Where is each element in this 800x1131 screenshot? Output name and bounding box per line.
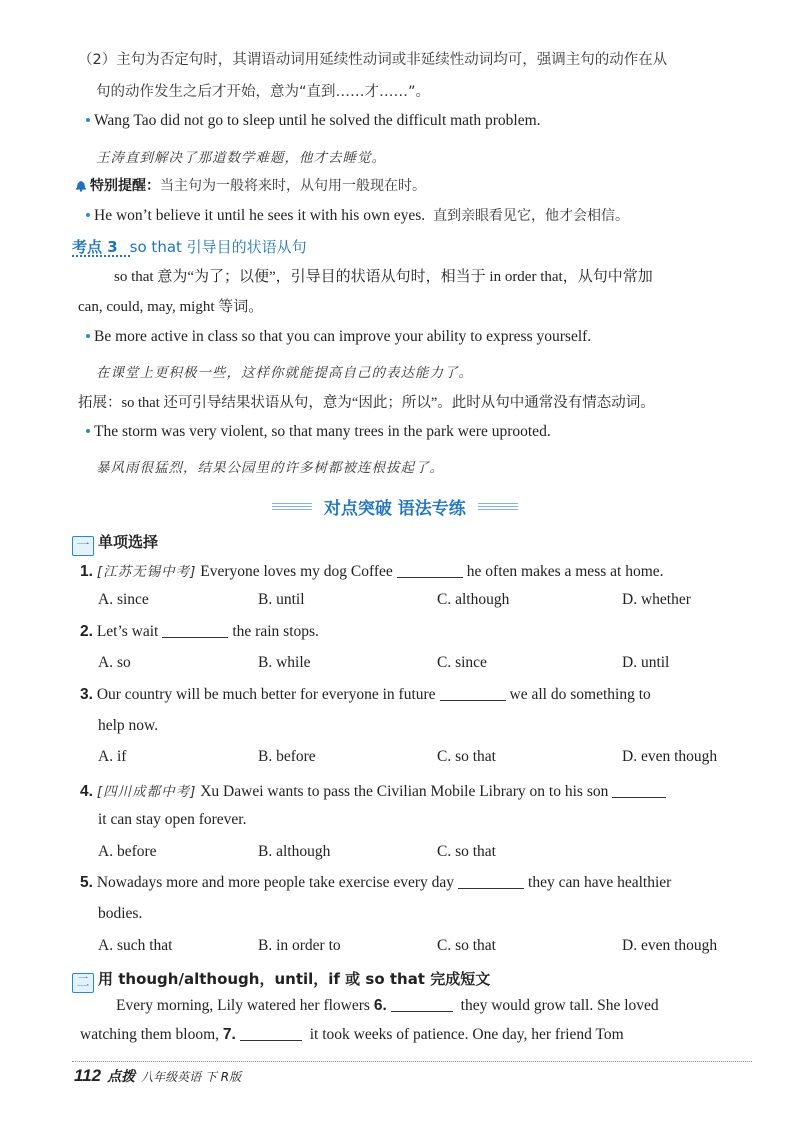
q3-option-a[interactable]: A. if xyxy=(98,748,127,765)
q4-option-b[interactable]: B. although xyxy=(258,843,331,860)
question-1 xyxy=(80,560,664,581)
footer-subtitle: 八年级英语 下 R版 xyxy=(141,1070,242,1084)
example4 xyxy=(86,423,551,441)
passage-line1-post: they would grow tall. She loved xyxy=(460,997,659,1014)
q3-number: 3. xyxy=(80,686,93,703)
q1-option-c[interactable]: C. although xyxy=(437,591,510,608)
q1-stem-pre: Everyone loves my dog Coffee xyxy=(200,563,393,580)
kaodian-title: so that 引导目的状语从句 xyxy=(129,238,307,256)
q5-option-b[interactable]: B. in order to xyxy=(258,937,341,954)
example4-cn: 暴风雨很猛烈，结果公园里的许多树都被连根拔起了。 xyxy=(96,460,444,476)
q3-stem-pre: Our country will be much better for everyone in future xyxy=(96,686,436,703)
bullet-icon xyxy=(86,213,90,217)
part1-number: 一 xyxy=(72,536,94,556)
q3-option-b[interactable]: B. before xyxy=(258,748,316,765)
q5-number: 5. xyxy=(80,874,93,891)
section-title: 对点突破 语法专练 xyxy=(323,499,466,519)
q2-blank[interactable] xyxy=(162,623,228,638)
blank-6[interactable] xyxy=(391,997,453,1012)
q3-stem-post: we all do something to xyxy=(509,686,651,703)
question-5 xyxy=(80,874,671,892)
section-title-bar xyxy=(272,494,518,519)
part1-title: 单项选择 xyxy=(98,533,159,551)
q5-option-d[interactable]: D. even though xyxy=(622,937,718,954)
example3-en: Be more active in class so that you can improve your ability to express yourself. xyxy=(94,328,592,345)
q4-number: 4. xyxy=(80,783,93,800)
q1-blank[interactable] xyxy=(397,563,463,578)
passage-line1-pre: Every morning, Lily watered her flowers xyxy=(116,997,370,1014)
q2-number: 2. xyxy=(80,623,93,640)
kaodian-heading xyxy=(72,236,307,257)
q5-blank[interactable] xyxy=(458,874,524,889)
example2-cn: 直到亲眼看见它，他才会相信。 xyxy=(433,208,630,224)
q2-option-b[interactable]: B. while xyxy=(258,654,311,671)
bullet-icon xyxy=(86,118,90,122)
page-footer xyxy=(74,1066,241,1086)
q3-option-c[interactable]: C. so that xyxy=(437,748,496,765)
blank-7[interactable] xyxy=(240,1026,302,1041)
tip-label: 特别提醒： xyxy=(90,178,160,194)
bell-icon xyxy=(74,178,88,192)
q1-number: 1. xyxy=(80,563,93,580)
q4-blank[interactable] xyxy=(612,783,666,798)
q3-stem-cont: help now. xyxy=(98,717,159,734)
passage-line2 xyxy=(80,1026,624,1044)
q1-option-b[interactable]: B. until xyxy=(258,591,305,608)
blank7-number: 7. xyxy=(222,1026,236,1043)
passage-line1 xyxy=(116,997,659,1015)
q4-stem-cont: it can stay open forever. xyxy=(98,811,247,828)
example2 xyxy=(86,205,629,225)
q3-blank[interactable] xyxy=(440,686,506,701)
question-2 xyxy=(80,623,319,641)
point2-line2: 句的动作发生之后才开始，意为“直到……才……”。 xyxy=(96,84,431,100)
part2-number: 二 xyxy=(72,973,94,993)
page-number: 112 xyxy=(74,1066,102,1085)
special-tip xyxy=(74,175,426,195)
q5-option-a[interactable]: A. such that xyxy=(98,937,173,954)
q2-option-a[interactable]: A. so xyxy=(98,654,131,671)
q2-option-c[interactable]: C. since xyxy=(437,654,487,671)
q4-option-a[interactable]: A. before xyxy=(98,843,157,860)
bullet-icon xyxy=(86,334,90,338)
q5-stem-post: they can have healthier xyxy=(528,874,672,891)
part2-title: 用 though/although，until，if 或 so that 完成短文 xyxy=(98,970,491,988)
question-3 xyxy=(80,686,651,704)
extend-line: 拓展：so that 还可引导结果状语从句，意为“因此；所以”。此时从句中通常没有情态动词。 xyxy=(78,395,655,411)
q2-stem-post: the rain stops. xyxy=(232,623,319,640)
kaodian-line2: can, could, may, might 等词。 xyxy=(78,299,264,315)
kaodian-line1: so that 意为“为了；以便”，引导目的状语从句时，相当于 in order that，从句中常加 xyxy=(114,269,653,285)
q2-stem-pre: Let’s wait xyxy=(96,623,159,640)
part1-heading xyxy=(72,531,158,556)
brand-logo: 点拨 xyxy=(107,1069,136,1085)
example1 xyxy=(86,112,541,130)
example3 xyxy=(86,328,591,346)
q4-stem-pre: Xu Dawei wants to pass the Civilian Mobile Library on to his son xyxy=(200,783,609,800)
q5-stem-cont: bodies. xyxy=(98,905,143,922)
passage-line2-pre: watching them bloom, xyxy=(80,1026,220,1043)
q1-source: [江苏无锡中考] xyxy=(96,564,197,580)
q4-source: [四川成都中考] xyxy=(96,784,197,800)
q3-option-d[interactable]: D. even though xyxy=(622,748,718,765)
tip-text: 当主句为一般将来时，从句用一般现在时。 xyxy=(160,178,426,194)
q4-option-c[interactable]: C. so that xyxy=(437,843,496,860)
left-decoration xyxy=(272,503,312,511)
kaodian-underline xyxy=(72,255,130,257)
right-decoration xyxy=(478,503,518,511)
example3-cn: 在课堂上更积极一些，这样你就能提高自己的表达能力了。 xyxy=(96,365,473,381)
blank6-number: 6. xyxy=(373,997,387,1014)
kaodian-label: 考点 3 xyxy=(72,238,118,256)
example1-cn: 王涛直到解决了那道数学难题，他才去睡觉。 xyxy=(96,150,386,166)
q1-option-d[interactable]: D. whether xyxy=(622,591,691,608)
q2-option-d[interactable]: D. until xyxy=(622,654,670,671)
point2-line1: （2）主句为否定句时，其谓语动词用延续性动词或非延续性动词均可，强调主句的动作在从 xyxy=(78,52,668,68)
example2-en: He won’t believe it until he sees it with his own eyes. xyxy=(94,207,426,224)
passage-line2-post: it took weeks of patience. One day, her friend Tom xyxy=(309,1026,624,1043)
example4-en: The storm was very violent, so that many trees in the park were uprooted. xyxy=(94,423,551,440)
q1-option-a[interactable]: A. since xyxy=(98,591,149,608)
q5-stem-pre: Nowadays more and more people take exercise every day xyxy=(96,874,455,891)
q5-option-c[interactable]: C. so that xyxy=(437,937,496,954)
footer-divider xyxy=(72,1061,752,1062)
q1-stem-post: he often makes a mess at home. xyxy=(466,563,664,580)
question-4 xyxy=(80,780,670,801)
part2-heading xyxy=(72,968,490,993)
bullet-icon xyxy=(86,429,90,433)
example1-en: Wang Tao did not go to sleep until he solved the difficult math problem. xyxy=(94,112,541,129)
